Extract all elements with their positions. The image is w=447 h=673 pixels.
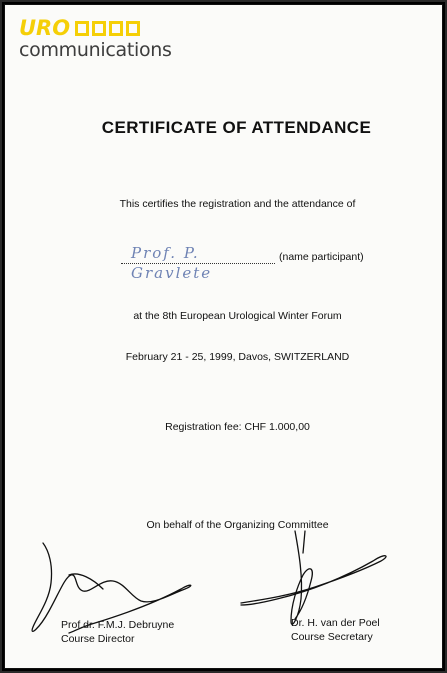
signature-right bbox=[241, 531, 386, 624]
certificate-title: CERTIFICATE OF ATTENDANCE bbox=[101, 118, 372, 137]
logo-blocks-graphic bbox=[72, 21, 140, 36]
logo-tagline: communications bbox=[19, 39, 172, 61]
forum-text: at the 8th European Urological Winter Forum bbox=[133, 310, 342, 322]
signer-secretary bbox=[291, 616, 380, 644]
signer-director-name: Prof.dr. F.M.J. Debruyne bbox=[61, 619, 175, 631]
logo-brand: URO bbox=[19, 16, 71, 40]
certificate-page bbox=[4, 4, 443, 669]
certifies-text: This certifies the registration and the attendance of bbox=[119, 198, 356, 210]
participant-name-handwritten: Prof. P. Gravlete bbox=[121, 243, 275, 264]
registration-fee-text: Registration fee: CHF 1.000,00 bbox=[165, 421, 310, 433]
participant-row bbox=[121, 243, 364, 282]
uro-communications-logo bbox=[19, 17, 172, 61]
signer-secretary-name: Dr. H. van der Poel bbox=[291, 617, 380, 629]
signatures-graphic bbox=[5, 5, 442, 668]
signer-director bbox=[61, 618, 174, 646]
signer-secretary-role: Course Secretary bbox=[291, 631, 373, 643]
participant-label: (name participant) bbox=[279, 251, 364, 263]
dates-location-text: February 21 - 25, 1999, Davos, SWITZERLAND bbox=[125, 351, 350, 363]
signer-director-role: Course Director bbox=[61, 633, 135, 645]
on-behalf-text: On behalf of the Organizing Committee bbox=[146, 519, 329, 531]
